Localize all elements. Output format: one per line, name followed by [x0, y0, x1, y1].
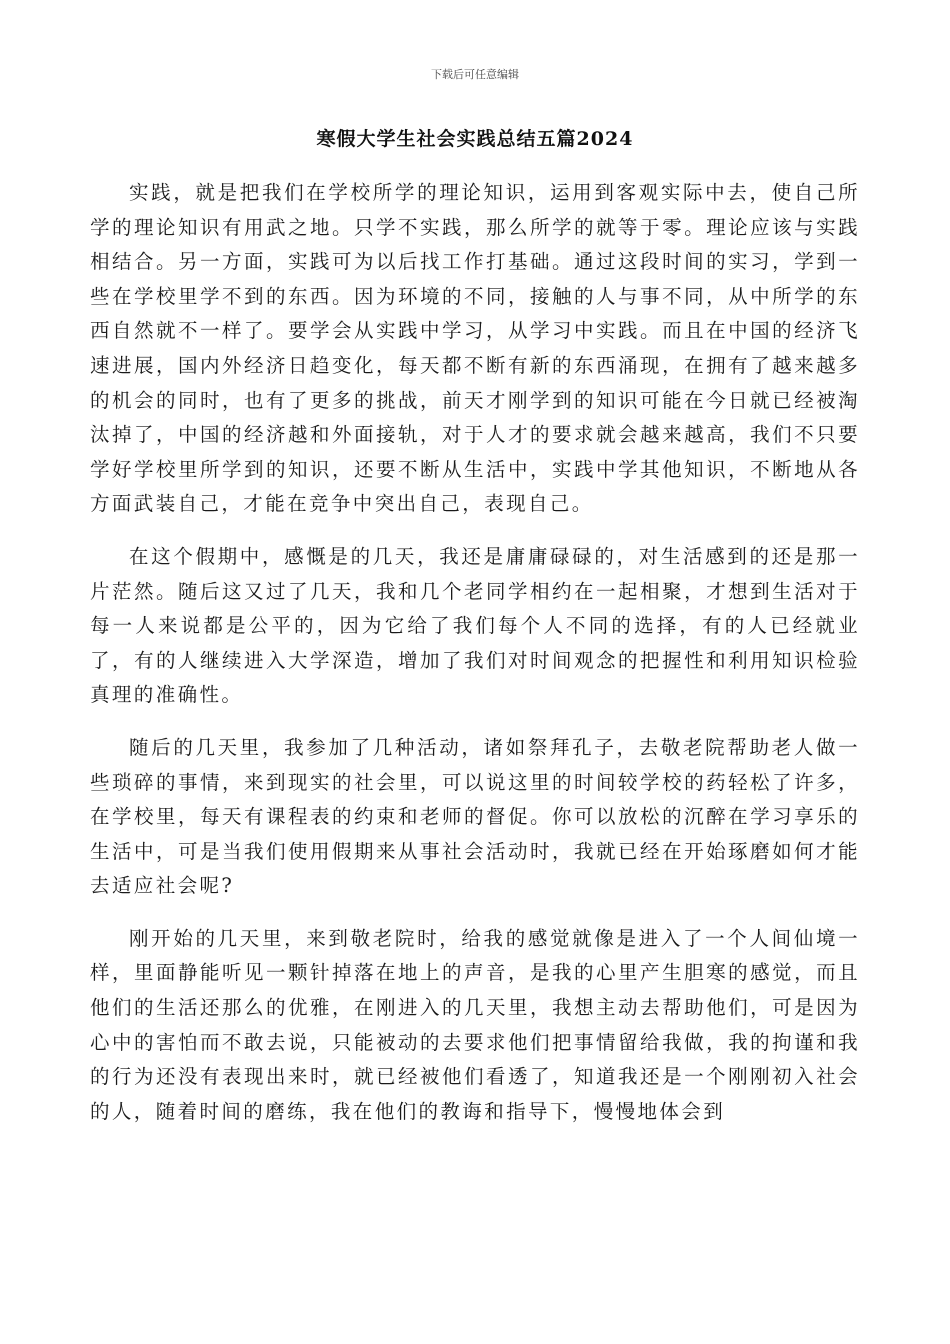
paragraph-2: 在这个假期中，感慨是的几天，我还是庸庸碌碌的，对生活感到的还是那一片茫然。随后这又过了几天，我和几个老同学相约在一起相聚，才想到生活对于每一人来说都是公平的，因为它给了我们每个人不同的选择，有的人已经就业了，有的人继续进入大学深造，增加了我们对时间观念的把握性和利用知识检验真理的准确性。	[90, 544, 860, 707]
paragraph-1: 实践，就是把我们在学校所学的理论知识，运用到客观实际中去，使自己所学的理论知识有用武之地。只学不实践，那么所学的就等于零。理论应该与实践相结合。另一方面，实践可为以后找工作打基础。通过这段时间的实习，学到一些在学校里学不到的东西。因为环境的不同，接触的人与事不同，从中所学的东西自然就不一样了。要学会从实践中学习，从学习中实践。而且在中国的经济飞速进展，国内外经济日趋变化，每天都不断有新的东西涌现，在拥有了越来越多的机会的同时，也有了更多的挑战，前天才刚学到的知识可能在今日就已经被淘汰掉了，中国的经济越和外面接轨，对于人才的要求就会越来越高，我们不只要学好学校里所学到的知识，还要不断从生活中，实践中学其他知识，不断地从各方面武装自己，才能在竞争中突出自己，表现自己。	[90, 181, 860, 516]
document-body	[90, 176, 860, 1147]
paragraph-4: 刚开始的几天里，来到敬老院时，给我的感觉就像是进入了一个人间仙境一样，里面静能听见一颗针掉落在地上的声音，是我的心里产生胆寒的感觉，而且他们的生活还那么的优雅，在刚进入的几天里，我想主动去帮助他们，可是因为心中的害怕而不敢去说，只能被动的去要求他们把事情留给我做，我的拘谨和我的行为还没有表现出来时，就已经被他们看透了，知道我还是一个刚刚初入社会的人，随着时间的磨练，我在他们的教诲和指导下，慢慢地体会到	[90, 926, 860, 1123]
header-note: 下载后可任意编辑	[431, 68, 519, 81]
document-title: 寒假大学生社会实践总结五篇2024	[316, 128, 634, 150]
paragraph-3: 随后的几天里，我参加了几种活动，诸如祭拜孔子，去敬老院帮助老人做一些琐碎的事情，来到现实的社会里，可以说这里的时间较学校的药轻松了许多，在学校里，每天有课程表的约束和老师的督促。你可以放松的沉醉在学习享乐的生活中，可是当我们使用假期来从事社会活动时，我就已经在开始琢磨如何才能去适应社会呢?	[90, 735, 860, 898]
